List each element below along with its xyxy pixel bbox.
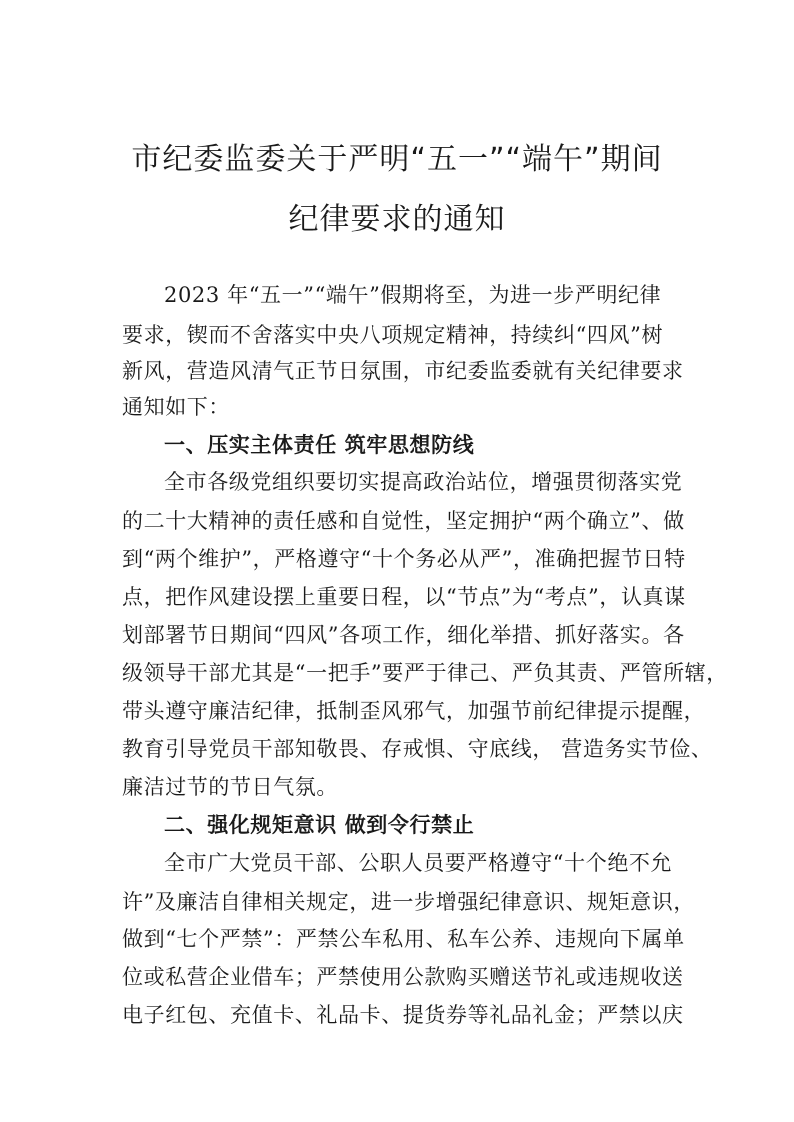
intro-line: 新风，营造风清气正节日氛围，市纪委监委就有关纪律要求 bbox=[122, 359, 684, 383]
section1-line: 带头遵守廉洁纪律，抵制歪风邪气，加强节前纪律提示提醒， bbox=[122, 699, 706, 723]
document-title-line-2: 纪律要求的通知 bbox=[288, 202, 506, 237]
section1-line: 全市各级党组织要切实提高政治站位，增强贯彻落实党 bbox=[164, 470, 683, 494]
section1-line: 点，把作风建设摆上重要日程，以“节点”为“考点”，认真谋 bbox=[122, 585, 686, 609]
intro-line: 2023 年“五一”“端午”假期将至，为进一步严明纪律 bbox=[164, 283, 662, 307]
section1-line: 的二十大精神的责任感和自觉性，坚定拥护“两个确立”、做 bbox=[122, 509, 685, 533]
section2-line: 许”及廉洁自律相关规定，进一步增强纪律意识、规矩意识， bbox=[122, 890, 695, 914]
section-heading: 二、强化规矩意识 做到令行禁止 bbox=[164, 813, 475, 837]
section2-line: 全市广大党员干部、公职人员要严格遵守“十个绝不允 bbox=[164, 851, 673, 875]
document-title-line-1: 市纪委监委关于严明“五一”“端午”期间 bbox=[131, 142, 663, 177]
intro-line: 通知如下： bbox=[122, 395, 230, 419]
section1-line: 到“两个维护”，严格遵守“十个务必从严”，准确把握节日特 bbox=[122, 547, 686, 571]
section1-line: 教育引导党员干部知敬畏、存戒惧、守底线， 营造务实节俭、 bbox=[122, 737, 713, 761]
section2-line: 位或私营企业借车；严禁使用公款购买赠送节礼或违规收送 bbox=[122, 965, 684, 989]
intro-line: 要求，锲而不舍落实中央八项规定精神，持续纠“四风”树 bbox=[122, 323, 664, 347]
section2-line: 做到“七个严禁”：严禁公车私用、私车公养、违规向下属单 bbox=[122, 927, 685, 951]
section2-line: 电子红包、充值卡、礼品卡、提货券等礼品礼金；严禁以庆 bbox=[122, 1003, 684, 1027]
section1-line: 廉洁过节的节日气氛。 bbox=[122, 775, 338, 799]
section1-line: 划部署节日期间“四风”各项工作，细化举措、抓好落实。各 bbox=[122, 623, 685, 647]
section1-line: 级领导干部尤其是“一把手”要严于律己、严负其责、严管所辖， bbox=[122, 661, 728, 685]
section-heading: 一、压实主体责任 筑牢思想防线 bbox=[164, 433, 475, 457]
